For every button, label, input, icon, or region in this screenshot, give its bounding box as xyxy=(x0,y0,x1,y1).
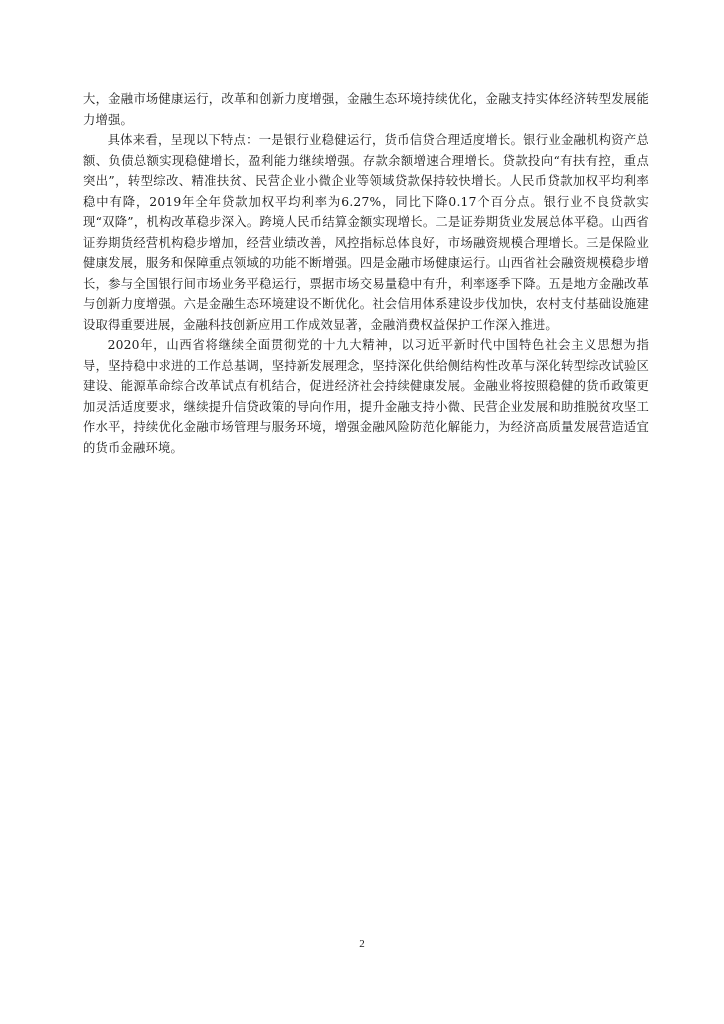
paragraph-continuation: 大，金融市场健康运行，改革和创新力度增强，金融生态环境持续优化，金融支持实体经济转型发展能力增强。 xyxy=(83,92,649,127)
page-number: 2 xyxy=(359,938,365,950)
paragraph-characteristics: 具体来看，呈现以下特点：一是银行业稳健运行，货币信贷合理适度增长。银行业金融机构资产总额、负债总额实现稳健增长，盈利能力继续增强。存款余额增速合理增长。贷款投向“有扶有控，重点突出”，转型综改、精准扶贫、民营企业小微企业等领域贷款保持较快增长。人民币贷款加权平均利率稳中有降，2019年全年贷款加权平均利率为6.27%，同比下降0.17个百分点。银行业不良贷款实现“双降”，机构改革稳步深入。跨境人民币结算金额实现增长。二是证券期货业发展总体平稳。山西省证券期货经营机构稳步增加，经营业绩改善，风控指标总体良好，市场融资规模合理增长。三是保险业健康发展，服务和保障重点领域的功能不断增强。四是金融市场健康运行。山西省社会融资规模稳步增长，参与全国银行间市场业务平稳运行，票据市场交易量稳中有升，利率逐季下降。五是地方金融改革与创新力度增强。六是金融生态环境建设不断优化。社会信用体系建设步伐加快，农村支付基础设施建设取得重要进展，金融科技创新应用工作成效显著，金融消费权益保护工作深入推进。 xyxy=(83,133,649,332)
paragraph-outlook-2020: 2020年，山西省将继续全面贯彻党的十九大精神，以习近平新时代中国特色社会主义思想为指导，坚持稳中求进的工作总基调，坚持新发展理念，坚持深化供给侧结构性改革与深化转型综改试验区建设、能源革命综合改革试点有机结合，促进经济社会持续健康发展。金融业将按照稳健的货币政策更加灵活适度要求，继续提升信贷政策的导向作用，提升金融支持小微、民营企业发展和助推脱贫攻坚工作水平，持续优化金融市场管理与服务环境，增强金融风险防范化解能力，为经济高质量发展营造适宜的货币金融环境。 xyxy=(83,338,649,455)
body-text xyxy=(83,89,649,458)
